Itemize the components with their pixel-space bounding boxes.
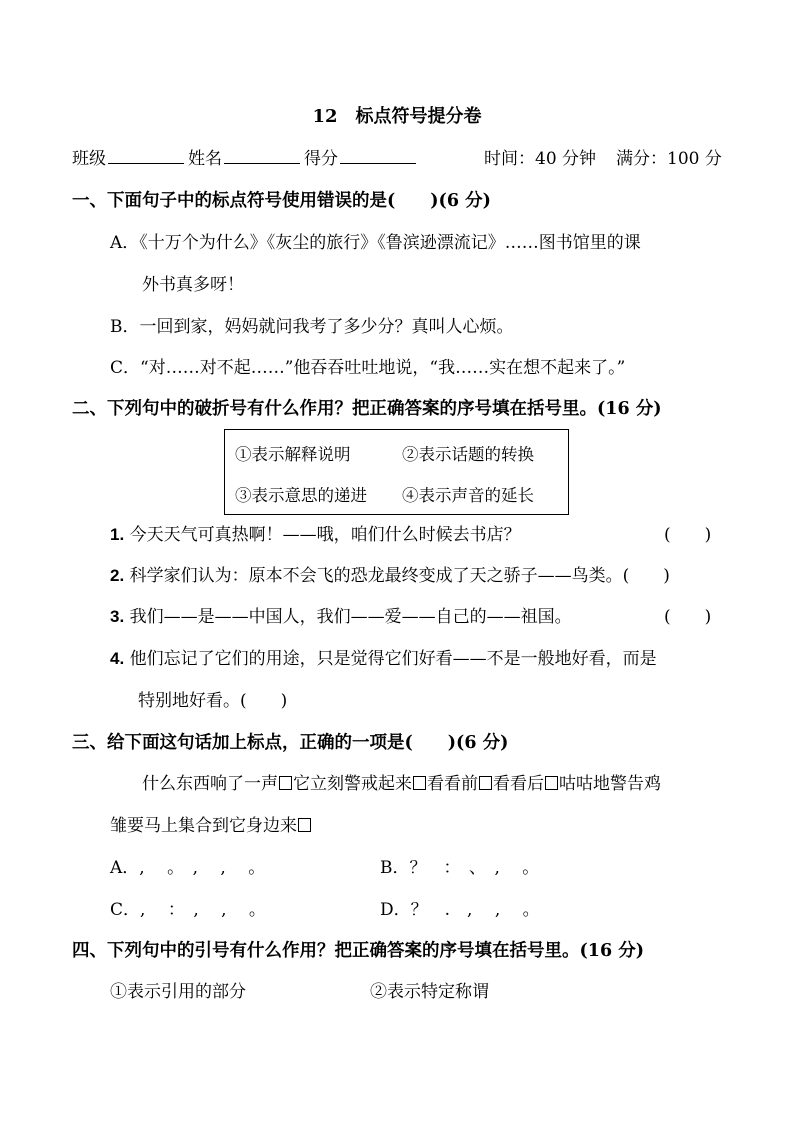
q2-item-1-text: 今天天气可真热啊！——哦，咱们什么时候去书店？ [129,525,521,545]
q2-option-4: ④表示声音的延长 [402,486,534,505]
q1-stem: 一、下面句子中的标点符号使用错误的是( )(6 分) [72,191,491,211]
q2-item-2 [110,565,670,587]
q3-stem: 三、给下面这句话加上标点，正确的一项是( )(6 分) [72,733,509,753]
q2-item-3-text: 我们——是——中国人，我们——爱——自己的——祖国。 [129,607,572,627]
q2-item-2-number: 2. [110,566,125,585]
blank-square-4 [545,776,558,790]
q2-option-1: ①表示解释说明 [235,445,351,464]
q2-item-4-number: 4. [110,649,125,668]
q2-item-1-answer: ( ) [664,525,712,545]
q2-item-4 [110,648,657,670]
q3-sentence-line1 [142,773,661,795]
q1-option-a-line2: 外书真多呀！ [142,275,244,295]
q2-item-4-line2: 特别地好看。( ) [138,691,288,711]
name-blank [224,148,300,164]
time-info: 时间：40 分钟 [484,149,597,169]
blank-square-1 [279,776,292,790]
name-label: 姓名 [188,149,222,169]
q1-option-b: B．一回到家，妈妈就问我考了多少分？真叫人心烦。 [110,317,514,337]
q4-option-1: ①表示引用的部分 [110,982,246,1002]
q3-fragment-4: 看看后 [493,774,544,794]
q3-fragment-1: 什么东西响了一声 [142,774,278,794]
q3-sentence-line2 [110,815,312,837]
blank-square-5 [298,818,311,832]
blank-square-2 [413,776,426,790]
q3-option-d: D．？ . , , 。 [380,900,540,920]
q2-option-3: ③表示意思的递进 [235,486,367,505]
full-score-info: 满分：100 分 [616,149,722,169]
q2-item-4-text: 他们忘记了它们的用途，只是觉得它们好看——不是一般地好看，而是 [129,649,657,669]
q2-item-3-number: 3. [110,607,125,626]
blank-square-3 [479,776,492,790]
q2-item-3 [110,606,572,628]
q2-option-2: ②表示话题的转换 [402,445,534,464]
q3-option-a: A．, 。 , , 。 [110,858,266,878]
q2-item-2-text: 科学家们认为：原本不会飞的恐龙最终变成了天之骄子——鸟类。( ) [129,566,670,586]
class-blank [108,148,184,164]
score-label: 得分 [304,149,338,169]
page-title: 12 标点符号提分卷 [312,106,482,127]
q3-fragment-3: 看看前 [427,774,478,794]
q1-option-a-line1: A．《十万个为什么》《灰尘的旅行》《鲁滨逊漂流记》……图书馆里的课 [110,233,641,253]
q4-stem: 四、下列句中的引号有什么作用？把正确答案的序号填在括号里。(16 分) [72,941,645,961]
q3-fragment-6: 雏要马上集合到它身边来 [110,816,297,836]
q2-item-1-number: 1. [110,525,125,544]
q2-item-1 [110,524,521,546]
q3-option-c: C．, ： , , 。 [110,900,266,920]
q2-item-3-answer: ( ) [664,607,712,627]
q2-stem: 二、下列句中的破折号有什么作用？把正确答案的序号填在括号里。(16 分) [72,399,662,419]
q4-option-2: ②表示特定称谓 [370,982,489,1002]
q2-options-box [224,429,569,515]
q3-fragment-5: 咕咕地警告鸡 [559,774,661,794]
class-label: 班级 [72,149,106,169]
q3-option-b: B．？ ： 、 , 。 [380,858,540,878]
q1-option-c: C．“对……对不起……”他吞吞吐吐地说，“我……实在想不起来了。” [110,358,626,378]
header-line [72,148,420,170]
q3-fragment-2: 它立刻警戒起来 [293,774,412,794]
score-blank [340,148,416,164]
